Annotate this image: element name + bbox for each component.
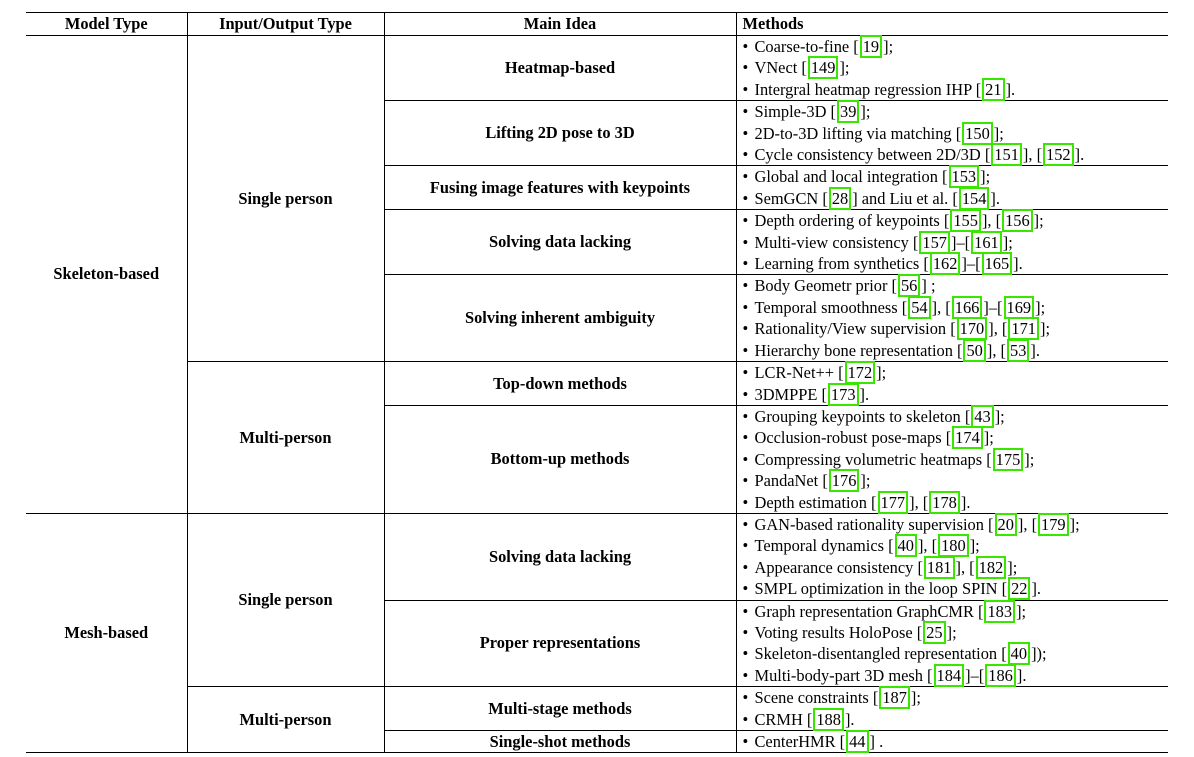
citation-ref[interactable]: 28 [829,187,851,210]
citation-ref[interactable]: 39 [837,100,859,123]
bullet-icon: • [742,102,749,122]
citation-ref[interactable]: 169 [1004,296,1035,319]
main-idea-cell: Single-shot methods [384,731,736,753]
main-idea-cell: Top-down methods [384,362,736,406]
bullet-icon: • [742,254,749,274]
methods-cell [736,210,1168,275]
main-idea-cell: Solving data lacking [384,210,736,275]
main-idea-cell: Heatmap-based [384,36,736,101]
bullet-icon: • [742,211,749,231]
method-item: • GAN-based rationality supervision [ 20 ], [ 179 ]; [742,514,1080,534]
io-type-cell: Single person [187,36,384,362]
method-item: • Scene constraints [ 187 ]; [742,688,921,708]
methods-cell [736,600,1168,687]
citation-ref[interactable]: 183 [984,600,1015,623]
bullet-icon: • [742,363,749,383]
citation-ref[interactable]: 178 [929,491,960,514]
bullet-icon: • [742,536,749,556]
citation-ref[interactable]: 50 [963,339,985,362]
methods-cell [736,687,1168,731]
citation-ref[interactable]: 151 [991,143,1022,166]
bullet-icon: • [742,37,749,56]
method-item: • Cycle consistency between 2D/3D [ 151 ], [ 152 ]. [742,145,1085,165]
bullet-icon: • [742,297,749,317]
main-idea-cell: Solving inherent ambiguity [384,275,736,362]
citation-ref[interactable]: 19 [860,35,882,58]
citation-ref[interactable]: 22 [1008,577,1030,600]
main-idea-cell: Solving data lacking [384,513,736,600]
method-item: • CenterHMR [ 44 ] . [742,732,884,751]
main-idea-cell: Proper representations [384,600,736,687]
method-item: • Depth estimation [ 177 ], [ 178 ]. [742,492,971,512]
citation-ref[interactable]: 180 [938,534,969,557]
method-item: • Temporal dynamics [ 40 ], [ 180 ]; [742,536,980,556]
header-main-idea: Main Idea [384,13,736,36]
bullet-icon: • [742,276,749,296]
citation-ref[interactable]: 166 [952,296,983,319]
methods-cell [736,362,1168,406]
io-type-cell: Multi-person [187,687,384,753]
methods-cell [736,405,1168,513]
header-model-type: Model Type [26,13,187,36]
citation-ref[interactable]: 40 [1008,642,1030,665]
header-methods: Methods [736,13,1168,36]
method-item: • Intergral heatmap regression IHP [ 21 ]. [742,79,1016,99]
citation-ref[interactable]: 21 [982,78,1004,101]
header-io-type: Input/Output Type [187,13,384,36]
method-item: • Multi-body-part 3D mesh [ 184 ]–[ 186 ]. [742,665,1027,685]
bullet-icon: • [742,123,749,143]
citation-ref[interactable]: 171 [1008,317,1039,340]
citation-ref[interactable]: 182 [976,556,1007,579]
model-type-cell: Mesh-based [26,513,187,752]
bullet-icon: • [742,471,749,491]
io-type-cell: Multi-person [187,362,384,514]
citation-ref[interactable]: 155 [950,209,981,232]
bullet-icon: • [742,557,749,577]
table-row [26,687,1168,731]
main-idea-cell: Multi-stage methods [384,687,736,731]
table-row [26,362,1168,406]
citation-ref[interactable]: 40 [895,534,917,557]
bullet-icon: • [742,428,749,448]
main-idea-cell: Lifting 2D pose to 3D [384,101,736,166]
citation-ref[interactable]: 162 [930,252,961,275]
method-item: • Graph representation GraphCMR [ 183 ]; [742,601,1027,621]
bullet-icon: • [742,665,749,685]
method-item: • SemGCN [ 28 ] and Liu et al. [ 154 ]. [742,188,1000,208]
method-item: • Temporal smoothness [ 54 ], [ 166 ]–[ 169 ]; [742,297,1046,317]
bullet-icon: • [742,340,749,360]
method-item: • Compressing volumetric heatmaps [ 175 ]; [742,449,1035,469]
method-item: • Hierarchy bone representation [ 50 ], [ 53 ]. [742,340,1040,360]
io-type-cell: Single person [187,513,384,686]
bullet-icon: • [742,622,749,642]
bullet-icon: • [742,449,749,469]
method-item: • Depth ordering of keypoints [ 155 ], [ 156 ]; [742,211,1044,231]
citation-ref[interactable]: 181 [924,556,955,579]
methods-cell [736,275,1168,362]
citation-ref[interactable]: 175 [993,448,1024,471]
citation-ref[interactable]: 188 [813,708,844,731]
citation-ref[interactable]: 53 [1007,339,1029,362]
citation-ref[interactable]: 184 [934,664,965,687]
main-idea-cell: Bottom-up methods [384,405,736,513]
main-idea-cell: Fusing image features with keypoints [384,166,736,210]
citation-ref[interactable]: 157 [919,231,950,254]
citation-ref[interactable]: 54 [908,296,930,319]
method-item: • Coarse-to-fine [ 19 ]; [742,37,894,56]
method-item: • PandaNet [ 176 ]; [742,471,871,491]
bullet-icon: • [742,188,749,208]
citation-ref[interactable]: 56 [898,274,920,297]
method-item: • Simple-3D [ 39 ]; [742,102,871,122]
methods-cell [736,101,1168,166]
table-row [26,513,1168,600]
method-item: • Rationality/View supervision [ 170 ], [ 171 ]; [742,319,1051,339]
method-item: • 2D-to-3D lifting via matching [ 150 ]; [742,123,1004,143]
table-row [26,36,1168,101]
citation-ref[interactable]: 149 [808,56,839,79]
bullet-icon: • [742,579,749,599]
bullet-icon: • [742,514,749,534]
bullet-icon: • [742,232,749,252]
citation-ref[interactable]: 174 [952,426,983,449]
method-item: • Global and local integration [ 153 ]; [742,167,991,187]
bullet-icon: • [742,601,749,621]
method-item: • Body Geometr prior [ 56 ] ; [742,276,936,296]
methods-cell [736,731,1168,753]
bullet-icon: • [742,145,749,165]
methods-cell [736,166,1168,210]
citation-ref[interactable]: 156 [1002,209,1033,232]
citation-ref[interactable]: 170 [957,317,988,340]
citation-ref[interactable]: 154 [959,187,990,210]
method-item: • Occlusion-robust pose-maps [ 174 ]; [742,428,994,448]
bullet-icon: • [742,709,749,729]
bullet-icon: • [742,732,749,751]
method-item: • Voting results HoloPose [ 25 ]; [742,622,957,642]
method-item: • VNect [ 149 ]; [742,58,850,78]
citation-ref[interactable]: 179 [1038,513,1069,536]
bullet-icon: • [742,384,749,404]
citation-ref[interactable]: 150 [962,122,993,145]
bullet-icon: • [742,319,749,339]
bullet-icon: • [742,644,749,664]
method-item: • Appearance consistency [ 181 ], [ 182 ]; [742,557,1018,577]
bullet-icon: • [742,406,749,426]
method-item: • Grouping keypoints to skeleton [ 43 ]; [742,406,1005,426]
methods-table [26,12,1168,753]
citation-ref[interactable]: 161 [971,231,1002,254]
citation-ref[interactable]: 187 [879,686,910,709]
bullet-icon: • [742,79,749,99]
method-item: • CRMH [ 188 ]. [742,709,855,729]
model-type-cell: Skeleton-based [26,36,187,514]
method-item: • SMPL optimization in the loop SPIN [ 22 ]. [742,579,1042,599]
method-item: • LCR-Net++ [ 172 ]; [742,363,887,383]
citation-ref[interactable]: 186 [985,664,1016,687]
method-item: • Skeleton-disentangled representation [ 40 ]); [742,644,1047,664]
methods-cell [736,513,1168,600]
method-item: • 3DMPPE [ 173 ]. [742,384,870,404]
method-item: • Multi-view consistency [ 157 ]–[ 161 ]; [742,232,1013,252]
citation-ref[interactable]: 43 [971,405,993,428]
citation-ref[interactable]: 173 [828,383,859,406]
bullet-icon: • [742,58,749,78]
citation-ref[interactable]: 152 [1043,143,1074,166]
citation-ref[interactable]: 25 [923,621,945,644]
citation-ref[interactable]: 165 [982,252,1013,275]
bullet-icon: • [742,167,749,187]
bullet-icon: • [742,492,749,512]
method-item: • Learning from synthetics [ 162 ]–[ 165 ]. [742,254,1023,274]
methods-cell [736,36,1168,101]
citation-ref[interactable]: 44 [846,730,868,753]
citation-ref[interactable]: 172 [845,361,876,384]
bullet-icon: • [742,688,749,708]
citation-ref[interactable]: 177 [878,491,909,514]
citation-ref[interactable]: 20 [995,513,1017,536]
citation-ref[interactable]: 153 [949,165,980,188]
citation-ref[interactable]: 176 [829,469,860,492]
